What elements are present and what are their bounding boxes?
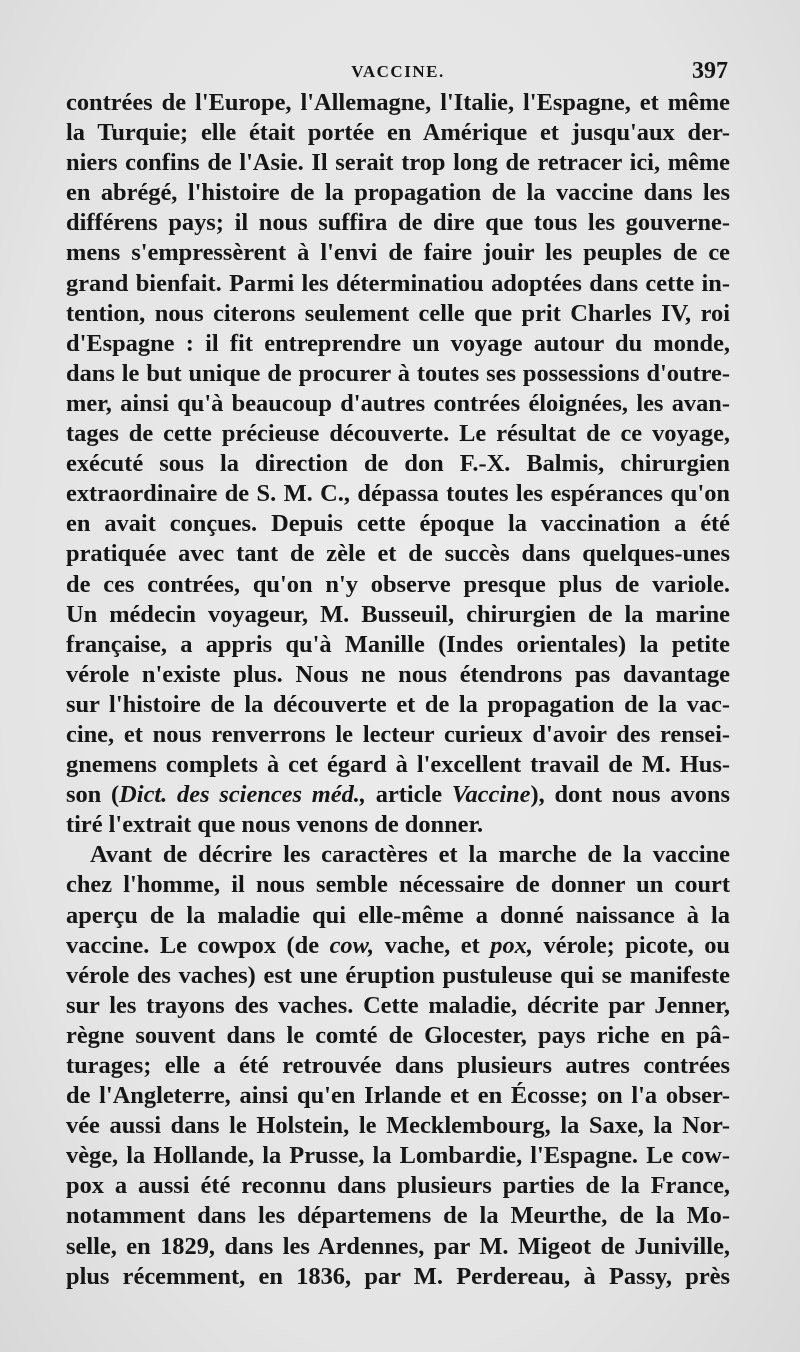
running-head: VACCINE. — [351, 62, 445, 81]
text-line — [66, 690, 730, 720]
text-line — [66, 840, 730, 870]
text-run: notamment dans les départemens de la Meurthe, de la Mo- — [66, 1202, 730, 1230]
text-line — [66, 780, 730, 810]
text-run: en avait conçues. Depuis cette époque la vaccination a été — [66, 510, 730, 538]
text-line — [66, 1232, 730, 1262]
page-header — [66, 58, 730, 88]
text-run: sur les trayons des vaches. Cette maladie, décrite par Jenner, — [66, 991, 730, 1019]
text-line — [66, 178, 730, 208]
text-run: la Turquie; elle était portée en Amérique et jusqu'aux der- — [66, 119, 730, 147]
text-run: vée aussi dans le Holstein, le Mecklembourg, la Saxe, la Nor- — [66, 1112, 730, 1140]
text-run: sur l'histoire de la découverte et de la propagation de la vac- — [66, 690, 730, 718]
text-run: mens s'empressèrent à l'envi de faire jouir les peuples de ce — [66, 239, 730, 267]
text-run: son ( — [66, 781, 120, 809]
text-line — [66, 720, 730, 750]
text-line — [66, 389, 730, 419]
text-run: aperçu de la maladie qui elle-même a donné naissance à la — [66, 901, 730, 929]
text-line — [66, 88, 730, 118]
text-run: turages; elle a été retrouvée dans plusieurs autres contrées — [66, 1052, 730, 1079]
text-line — [66, 931, 730, 961]
text-line — [66, 1171, 730, 1201]
text-run: tages de cette précieuse découverte. Le résultat de ce voyage, — [66, 420, 730, 448]
text-line — [66, 238, 730, 268]
text-line — [66, 870, 730, 900]
text-run: de ces contrées, qu'on n'y observe presque plus de variole. — [66, 570, 730, 598]
text-run: de l'Angleterre, ainsi qu'en Irlande et en Écosse; on l'a obser- — [66, 1082, 730, 1110]
text-line — [66, 1051, 730, 1081]
text-line — [66, 208, 730, 238]
text-run: règne souvent dans le comté de Glocester, pays riche en pâ- — [66, 1021, 730, 1049]
text-line — [66, 660, 730, 690]
italic-text: Vaccine — [451, 781, 531, 809]
text-line — [66, 810, 730, 840]
text-run: article — [365, 781, 452, 809]
text-line — [66, 961, 730, 991]
text-line — [66, 359, 730, 389]
text-line — [66, 419, 730, 449]
text-run: ), dont nous avons — [530, 781, 730, 809]
text-line — [66, 269, 730, 299]
text-line — [66, 570, 730, 600]
italic-text: pox, — [490, 931, 533, 959]
text-run: vège, la Hollande, la Prusse, la Lombardie, l'Espagne. Le cow- — [66, 1142, 730, 1170]
text-line — [66, 509, 730, 539]
text-run: cine, et nous renverrons le lecteur curieux d'avoir des rensei- — [66, 720, 730, 748]
text-run: vache, et — [374, 931, 491, 959]
text-run: tiré l'extrait que nous venons de donner. — [66, 811, 484, 839]
text-run: tention, nous citerons seulement celle que prit Charles IV, roi — [66, 299, 730, 327]
text-run: pratiquée avec tant de zèle et de succès dans quelques-unes — [66, 540, 730, 568]
text-run: gnemens complets à cet égard à l'excellent travail de M. Hus- — [66, 751, 730, 779]
text-line — [66, 1081, 730, 1111]
text-run: dans le but unique de procurer à toutes ses possessions d'outre- — [66, 359, 730, 387]
text-run: en abrégé, l'histoire de la propagation de la vaccine dans les — [66, 179, 730, 207]
text-line — [66, 1021, 730, 1051]
text-line — [66, 118, 730, 148]
text-run: chez l'homme, il nous semble nécessaire de donner un court — [66, 871, 730, 899]
text-run: grand bienfait. Parmi les déterminatiou adoptées dans cette in- — [66, 269, 730, 297]
text-line — [66, 329, 730, 359]
text-line — [66, 1111, 730, 1141]
italic-text: cow, — [329, 931, 375, 959]
text-line — [66, 1201, 730, 1231]
text-run: plus récemment, en 1836, par M. Perdereau, à Passy, près — [66, 1262, 730, 1290]
text-line — [66, 600, 730, 630]
text-line — [66, 148, 730, 178]
text-line — [66, 630, 730, 660]
text-run: extraordinaire de S. M. C., dépassa toutes les espérances qu'on — [66, 480, 730, 508]
text-run: vérole; picote, ou — [532, 931, 730, 959]
text-run: vaccine. Le cowpox (de — [66, 931, 330, 959]
text-line — [66, 991, 730, 1021]
italic-text: Dict. des sciences méd., — [119, 781, 366, 809]
text-line — [66, 479, 730, 509]
text-run: française, a appris qu'à Manille (Indes orientales) la petite — [66, 630, 730, 658]
text-line — [66, 1141, 730, 1171]
text-line — [66, 539, 730, 569]
text-run: contrées de l'Europe, l'Allemagne, l'Italie, l'Espagne, et même — [66, 89, 730, 116]
text-run: Avant de décrire les caractères et la marche de la vaccine — [90, 841, 730, 869]
text-run: vérole des vaches) est une éruption pustuleuse qui se manifeste — [66, 961, 730, 989]
text-run: selle, en 1829, dans les Ardennes, par M. Migeot de Juniville, — [66, 1232, 730, 1260]
text-line — [66, 750, 730, 780]
page-number: 397 — [692, 58, 728, 84]
text-run: niers confins de l'Asie. Il serait trop long de retracer ici, même — [66, 149, 730, 177]
text-run: exécuté sous la direction de don F.-X. Balmis, chirurgien — [66, 450, 730, 478]
text-line — [66, 299, 730, 329]
text-run: d'Espagne : il fit entreprendre un voyage autour du monde, — [66, 329, 730, 357]
text-run: mer, ainsi qu'à beaucoup d'autres contrées éloignées, les avan- — [66, 389, 730, 417]
text-run: pox a aussi été reconnu dans plusieurs parties de la France, — [66, 1172, 730, 1200]
text-run: vérole n'existe plus. Nous ne nous étendrons pas davantage — [66, 660, 730, 688]
text-line — [66, 449, 730, 479]
text-run: Un médecin voyageur, M. Busseuil, chirurgien de la marine — [66, 600, 730, 628]
text-line — [66, 1262, 730, 1292]
body-text — [66, 88, 730, 1292]
text-run: différens pays; il nous suffira de dire que tous les gouverne- — [66, 209, 730, 237]
text-line — [66, 901, 730, 931]
